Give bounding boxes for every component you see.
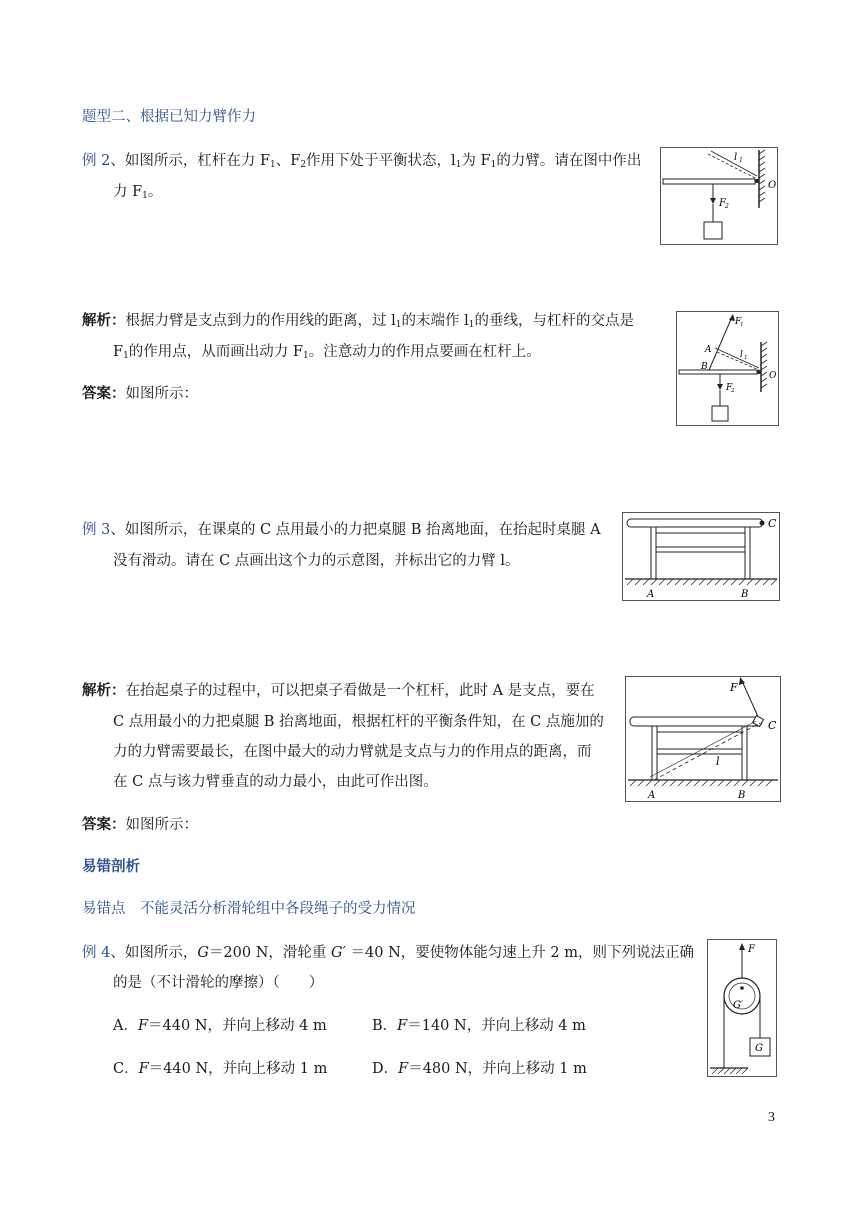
var-g: G <box>197 945 209 961</box>
analysis-label: 解析： <box>82 312 126 329</box>
text: 的垂线，与杠杆的交点是 <box>474 313 634 329</box>
analysis-label: 解析： <box>82 682 126 699</box>
pulley-diagram <box>708 940 776 1076</box>
option-text: ＝440 N，并向上移动 1 m <box>148 1061 328 1077</box>
label-l1: l <box>740 350 743 360</box>
option-var: F <box>138 1061 149 1077</box>
option-key: D． <box>372 1061 399 1077</box>
label-f1: F <box>735 317 742 327</box>
answer-3 <box>82 815 198 835</box>
text: 。注意动力的作用点要画在杠杆上。 <box>308 344 541 360</box>
label-g-prime: G′ <box>733 1000 744 1011</box>
label-b: B <box>741 589 749 600</box>
label-f2: F <box>726 383 733 393</box>
text: 根据力臂是支点到力的作用线的距离，过 l <box>125 313 396 329</box>
pitfall-point: 易错点 不能灵活分析滑轮组中各段绳子的受力情况 <box>82 901 416 917</box>
label-f2-sub: 2 <box>725 203 729 210</box>
example-2-label: 例 2 <box>82 153 111 169</box>
label-a: A <box>648 790 656 801</box>
example-4-line-2: 的是（不计滑轮的摩擦）（ ） <box>113 975 324 991</box>
label-f2-sub: 2 <box>731 388 735 394</box>
subscript: 1 <box>468 320 475 330</box>
subscript: 2 <box>300 160 307 170</box>
label-g: G <box>755 1043 763 1054</box>
analysis-3-line-2: C 点用最小的力把桌腿 B 抬离地面，根据杠杆的平衡条件知，在 C 点施加的 <box>113 714 604 730</box>
figure-pulley <box>707 939 777 1077</box>
label-l1-sub: 1 <box>744 355 748 361</box>
figure-lever-question <box>660 147 778 245</box>
page-number: 3 <box>768 1110 775 1125</box>
text: 。 <box>147 184 163 200</box>
option-b[interactable] <box>372 1016 586 1036</box>
subscript: 1 <box>142 191 148 201</box>
option-text: ＝480 N，并向上移动 1 m <box>408 1061 587 1077</box>
label-c: C <box>768 517 777 530</box>
label-l: l <box>716 755 720 768</box>
text: 的力臂。请在图中作出 <box>496 153 642 169</box>
subscript: 1 <box>395 320 402 330</box>
example-4-line-1 <box>82 943 694 963</box>
text: 、F <box>275 153 301 169</box>
example-4-label: 例 4 <box>82 945 111 961</box>
answer-2 <box>82 384 198 404</box>
option-key: A． <box>113 1018 138 1034</box>
figure-desk-answer <box>625 676 781 802</box>
subscript: 1 <box>490 160 497 170</box>
text: 的作用点，从而画出动力 F <box>128 344 303 360</box>
text: 在抬起桌子的过程中，可以把桌子看做是一个杠杆，此时 A 是支点，要在 <box>125 683 595 699</box>
var-g-prime: G′ <box>331 945 346 961</box>
analysis-2-line-1 <box>82 311 634 335</box>
text: 、如图所示， <box>110 945 198 961</box>
label-l1-sub: 1 <box>739 157 743 164</box>
label-f1-sub: 1 <box>740 322 744 328</box>
analysis-3-line-4: 在 C 点与该力臂垂直的动力最小，由此可作出图。 <box>113 774 438 790</box>
desk-diagram <box>623 513 779 600</box>
option-text: ＝140 N，并向上移动 4 m <box>407 1018 586 1034</box>
text: 作用下处于平衡状态，l <box>306 153 456 169</box>
label-o: O <box>769 371 777 381</box>
option-a[interactable] <box>113 1016 327 1036</box>
option-var: F <box>137 1018 149 1034</box>
answer-label: 答案： <box>82 816 126 833</box>
answer-label: 答案： <box>82 385 126 402</box>
figure-desk-question <box>622 512 780 601</box>
label-f2: F <box>719 198 726 209</box>
answer-text: 如图所示： <box>125 386 198 402</box>
subscript: 1 <box>123 351 129 361</box>
analysis-3-line-1 <box>82 681 595 701</box>
option-var: F <box>398 1061 409 1077</box>
pitfall-heading: 易错剖析 <box>82 858 140 875</box>
text: 、如图所示，杠杆在力 F <box>110 153 271 169</box>
lever-diagram <box>661 148 777 244</box>
option-d[interactable] <box>372 1059 587 1079</box>
answer-text: 如图所示： <box>125 817 198 833</box>
option-key: C． <box>113 1061 139 1077</box>
example-3-line-1 <box>82 520 601 540</box>
figure-lever-answer <box>676 311 779 426</box>
example-2-line-2 <box>113 182 162 206</box>
label-b: B <box>701 362 708 372</box>
subscript: 1 <box>302 351 309 361</box>
example-3-label: 例 3 <box>82 522 111 538</box>
label-b: B <box>738 790 746 801</box>
label-a: A <box>705 345 712 355</box>
label-o: O <box>768 180 777 191</box>
example-2-line-1 <box>82 151 641 175</box>
text: ＝40 N，要使物体能匀速上升 2 m，则下列说法正确 <box>345 945 694 961</box>
text: 的末端作 l <box>401 313 469 329</box>
text: 力 F <box>113 184 143 200</box>
subscript: 1 <box>270 160 276 170</box>
label-f: F <box>748 944 755 955</box>
option-key: B． <box>372 1018 398 1034</box>
option-var: F <box>397 1018 408 1034</box>
label-a: A <box>647 589 655 600</box>
text: 、如图所示，在课桌的 C 点用最小的力把桌腿 B 抬离地面，在抬起时桌腿 A <box>110 522 601 538</box>
analysis-3-line-3: 力的力臂需要最长，在图中最大的动力臂就是支点与力的作用点的距离，而 <box>113 744 592 760</box>
example-3-line-2: 没有滑动。请在 C 点画出这个力的示意图，并标出它的力臂 l。 <box>113 553 520 569</box>
option-c[interactable] <box>113 1059 327 1079</box>
lever-answer-diagram <box>677 312 778 425</box>
analysis-2-line-2 <box>113 342 541 366</box>
option-text: ＝440 N，并向上移动 4 m <box>148 1018 327 1034</box>
section-title: 题型二、根据已知力臂作力 <box>82 109 256 125</box>
text: ＝200 N，滑轮重 <box>208 945 332 961</box>
text: F <box>113 344 124 360</box>
label-f: F <box>730 681 738 694</box>
label-l1: l <box>734 152 738 163</box>
desk-answer-diagram <box>626 677 780 801</box>
text: 为 F <box>461 153 491 169</box>
label-c: C <box>768 719 777 732</box>
subscript: 1 <box>455 160 462 170</box>
